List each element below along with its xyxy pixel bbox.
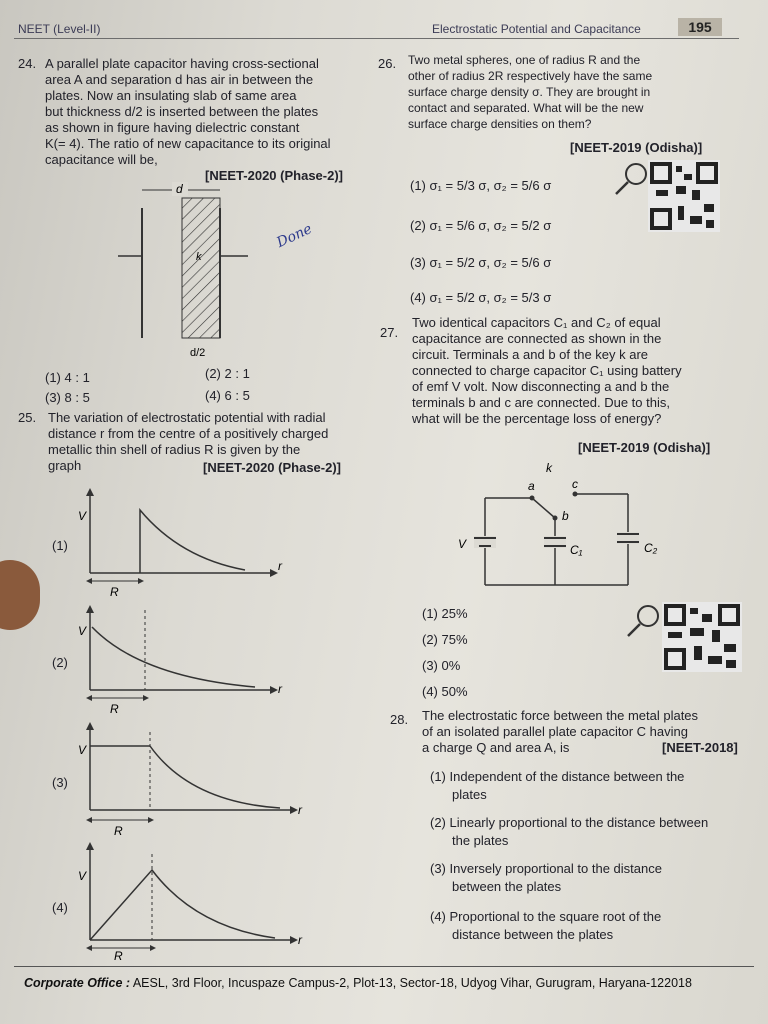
footer-label: Corporate Office :	[24, 976, 131, 990]
q27-option: (2) 75%	[422, 632, 468, 647]
q26-line: contact and separated. What will be the new	[408, 101, 644, 115]
q28-option-line: the plates	[452, 833, 509, 848]
circuit-a: a	[528, 479, 535, 493]
graph-1	[70, 488, 290, 603]
q24-option: (1) 4 : 1	[45, 370, 90, 385]
circuit-v: V	[458, 537, 467, 551]
q28-option-line: (4) Proportional to the square root of the	[430, 909, 662, 924]
axis-r: r	[298, 803, 302, 817]
q24-line: area A and separation d has air in between the	[45, 72, 314, 87]
q24-option: (2) 2 : 1	[205, 366, 250, 381]
axis-r: r	[298, 933, 302, 947]
q27-number: 27.	[380, 325, 399, 340]
fig-label-d: d	[176, 182, 183, 196]
q24-line: K(= 4). The ratio of new capacitance to its original	[45, 136, 331, 151]
q24-line: but thickness d/2 is inserted between the plates	[45, 104, 319, 119]
magnifier-icon	[624, 600, 664, 640]
q28-line: a charge Q and area A, is	[422, 740, 570, 755]
circuit-b: b	[562, 509, 569, 523]
q26-option: (4) σ₁ = 5/2 σ, σ₂ = 5/3 σ	[410, 290, 552, 305]
q25-number: 25.	[18, 410, 37, 425]
q27-text	[412, 315, 732, 427]
q28-option-line: plates	[452, 787, 487, 802]
q24-capacitor-figure	[110, 178, 260, 358]
circuit-k: k	[546, 461, 552, 475]
q25-line: metallic thin shell of radius R is given by the	[48, 442, 301, 457]
q27-line: terminals b and c are connected. Due to this,	[412, 395, 670, 410]
axis-v: V	[78, 624, 87, 638]
fig-label-d2: d/2	[190, 347, 206, 358]
q26-option: (3) σ₁ = 5/2 σ, σ₂ = 5/6 σ	[410, 255, 552, 270]
header-left: NEET (Level-II)	[18, 22, 101, 36]
q24-line: as shown in figure having dielectric constant	[45, 120, 300, 135]
q26-option: (1) σ₁ = 5/3 σ, σ₂ = 5/6 σ	[410, 178, 552, 193]
q27-line: what will be the percentage loss of energy?	[412, 411, 662, 426]
q28-line: The electrostatic force between the metal plates	[422, 708, 699, 723]
q26-text	[408, 52, 728, 132]
axis-v: V	[78, 509, 87, 523]
header-rule	[14, 38, 739, 39]
q28-option	[430, 908, 661, 944]
q28-option-line: distance between the plates	[452, 927, 614, 942]
q24-line: capacitance will be,	[45, 152, 158, 167]
circuit-c1: C₁	[570, 543, 583, 557]
q27-option: (4) 50%	[422, 684, 468, 699]
footer-rule	[14, 966, 754, 967]
footer-address: AESL, 3rd Floor, Incuspaze Campus-2, Plot-13, Sector-18, Udyog Vihar, Gurugram, Haryana-122018	[132, 976, 692, 990]
q27-line: circuit. Terminals a and b of the key k are	[412, 347, 649, 362]
q27-option: (3) 0%	[422, 658, 461, 673]
q25-tag: [NEET-2020 (Phase-2)]	[203, 460, 341, 475]
fig-label-k: k	[196, 251, 202, 263]
q26-line: surface charge densities on them?	[408, 117, 592, 131]
q24-text	[45, 56, 365, 168]
graph-label-1: (1)	[52, 538, 68, 553]
q28-tag: [NEET-2018]	[662, 740, 738, 755]
circuit-c: c	[572, 477, 578, 491]
axis-r: r	[278, 682, 282, 696]
q26-line: Two metal spheres, one of radius R and the	[408, 53, 641, 67]
q26-number: 26.	[378, 56, 397, 71]
graph-label-2: (2)	[52, 655, 68, 670]
footer	[24, 976, 756, 990]
q24-line: A parallel plate capacitor having cross-sectional	[45, 56, 319, 71]
circuit-c2: C₂	[644, 541, 658, 555]
q26-line: surface charge density σ. They are brought in	[408, 85, 651, 99]
q28-option	[430, 768, 684, 804]
graph-2	[70, 605, 290, 720]
q28-number: 28.	[390, 712, 409, 727]
q26-line: other of radius 2R respectively have the same	[408, 69, 653, 83]
q24-option: (4) 6 : 5	[205, 388, 250, 403]
q28-option	[430, 860, 662, 896]
q28-option-line: (2) Linearly proportional to the distance between	[430, 815, 709, 830]
q26-tag: [NEET-2019 (Odisha)]	[570, 140, 703, 155]
q28-option-line: (1) Independent of the distance between the	[430, 769, 685, 784]
q27-line: connected to charge capacitor C₁ using battery	[412, 363, 682, 378]
axis-v: V	[78, 869, 87, 883]
q27-line: of emf V volt. Now disconnecting a and b the	[412, 379, 670, 394]
axis-R: R	[110, 585, 119, 599]
q28-line: of an isolated parallel plate capacitor C having	[422, 724, 688, 739]
q25-line: The variation of electrostatic potential with radial	[48, 410, 326, 425]
q27-line: Two identical capacitors C₁ and C₂ of equal	[412, 315, 661, 330]
q24-line: plates. Now an insulating slab of same area	[45, 88, 297, 103]
graph-3	[70, 722, 310, 837]
axis-R: R	[114, 824, 123, 837]
axis-r: r	[278, 559, 282, 573]
q27-circuit	[450, 460, 670, 590]
dielectric-slab	[182, 198, 220, 338]
q27-option: (1) 25%	[422, 606, 468, 621]
graph-4	[70, 842, 310, 960]
graph-label-3: (3)	[52, 775, 68, 790]
q28-option-line: between the plates	[452, 879, 562, 894]
qr-code-icon	[662, 602, 742, 672]
qr-code-icon	[648, 160, 720, 232]
axis-v: V	[78, 743, 87, 757]
q28-option-line: (3) Inversely proportional to the distance	[430, 861, 662, 876]
q27-line: capacitance are connected as shown in the	[412, 331, 662, 346]
graph-label-4: (4)	[52, 900, 68, 915]
axis-R: R	[110, 702, 119, 716]
q24-option: (3) 8 : 5	[45, 390, 90, 405]
thumb-occlusion	[0, 560, 40, 630]
handwritten-note: Done	[274, 220, 315, 252]
q24-tag: [NEET-2020 (Phase-2)]	[205, 168, 343, 183]
q26-option: (2) σ₁ = 5/6 σ, σ₂ = 5/2 σ	[410, 218, 552, 233]
q27-tag: [NEET-2019 (Odisha)]	[578, 440, 711, 455]
q24-number: 24.	[18, 56, 37, 71]
q28-option	[430, 814, 708, 850]
header-right: Electrostatic Potential and Capacitance	[432, 22, 641, 36]
q25-line: graph	[48, 458, 82, 473]
magnifier-icon	[612, 158, 652, 198]
q25-line: distance r from the centre of a positively charged	[48, 426, 329, 441]
page-number: 195	[678, 18, 722, 36]
axis-R: R	[114, 949, 123, 960]
